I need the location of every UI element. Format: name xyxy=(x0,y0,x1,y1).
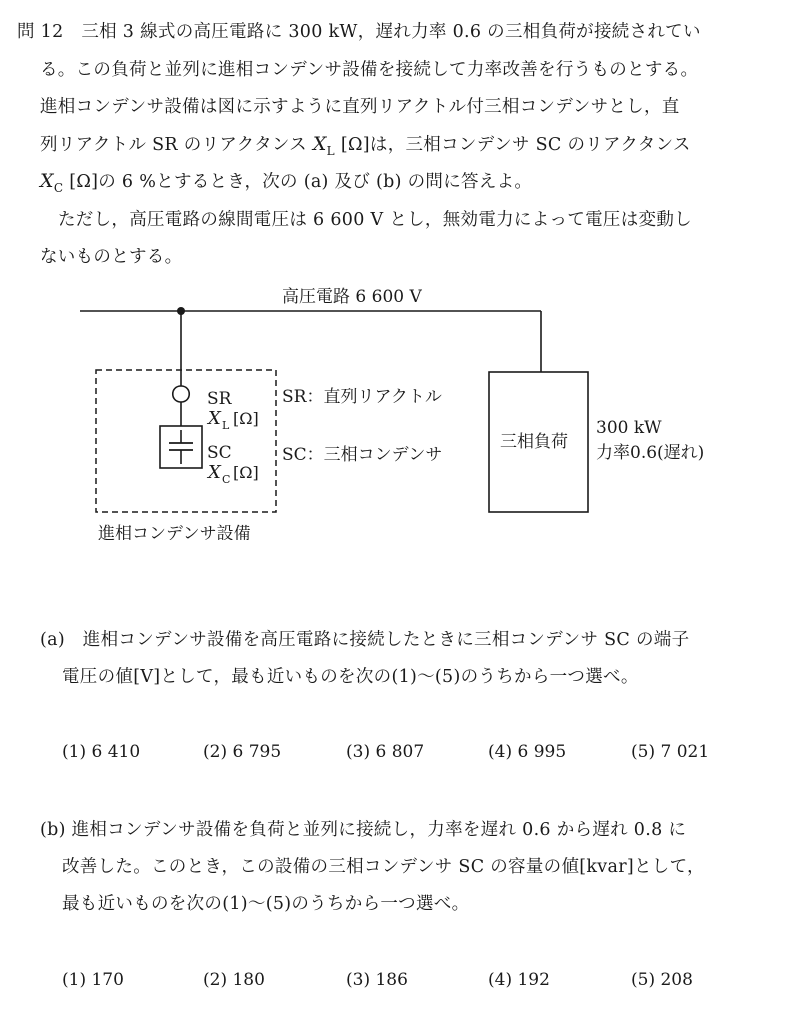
xc-symbol: X xyxy=(40,170,54,192)
choice-b-3: (3) 186 xyxy=(346,970,408,990)
problem-line-6: ただし，高圧電路の線間電圧は 6 600 V とし，無効電力によって電圧は変動し xyxy=(58,210,692,230)
xl-sub-fig: L xyxy=(222,419,230,432)
sc-label: SC xyxy=(207,443,232,463)
load-power-factor: 力率0.6(遅れ) xyxy=(596,443,705,463)
xl-unit-fig: [Ω] xyxy=(233,409,259,428)
problem-line-4b: [Ω]は，三相コンデンサ SC のリアクタンス xyxy=(340,135,691,155)
question-a-line-2: 電圧の値[V]として，最も近いものを次の(1)～(5)のうちから一つ選べ。 xyxy=(62,667,639,687)
xc-subscript: C xyxy=(53,181,64,195)
sc-description: SC：三相コンデンサ xyxy=(282,445,443,465)
xc-sub-fig: C xyxy=(222,473,231,486)
reactor-icon xyxy=(173,386,190,402)
xc-unit-fig: [Ω] xyxy=(233,463,259,482)
choice-a-1: (1) 6 410 xyxy=(62,742,141,762)
question-b-line-2: 改善した。このとき，この設備の三相コンデンサ SC の容量の値[kvar]として， xyxy=(62,857,705,877)
load-power: 300 kW xyxy=(596,418,662,438)
problem-line-7: ないものとする。 xyxy=(40,247,183,267)
problem-line-2: る。この負荷と並列に進相コンデンサ設備を接続して力率改善を行うものとする。 xyxy=(40,60,699,80)
problem-line-4a: 列リアクトル SR のリアクタンス xyxy=(40,135,307,155)
choice-a-5: (5) 7 021 xyxy=(631,742,710,762)
equipment-label: 進相コンデンサ設備 xyxy=(98,524,251,540)
question-a-line-1: (a) 進相コンデンサ設備を高圧電路に接続したときに三相コンデンサ SC の端子 xyxy=(40,630,690,650)
problem-line-4 xyxy=(40,132,691,163)
problem-line-1: 問 12 三相 3 線式の高圧電路に 300 kW，遅れ力率 0.6 の三相負荷が接続されてい xyxy=(17,22,701,42)
problem-line-5 xyxy=(40,169,532,200)
problem-line-3: 進相コンデンサ設備は図に示すように直列リアクトル付三相コンデンサとし，直 xyxy=(40,97,680,117)
sr-label: SR xyxy=(207,389,232,409)
choice-b-5: (5) 208 xyxy=(631,970,693,990)
question-b-line-1: (b) 進相コンデンサ設備を負荷と並列に接続し，力率を遅れ 0.6 から遅れ 0.8 に xyxy=(40,820,687,840)
choice-a-2: (2) 6 795 xyxy=(203,742,282,762)
xl-subscript: L xyxy=(326,144,335,158)
xc-symbol-fig: X xyxy=(208,462,221,483)
equipment-box xyxy=(96,370,276,512)
sr-description: SR：直列リアクトル xyxy=(282,387,442,407)
xl-symbol-fig: X xyxy=(208,408,221,429)
choice-a-3: (3) 6 807 xyxy=(346,742,425,762)
load-label: 三相負荷 xyxy=(500,432,568,452)
choice-a-4: (4) 6 995 xyxy=(488,742,567,762)
problem-line-5b: [Ω]の 6 %とするとき，次の (a) 及び (b) の問に答えよ。 xyxy=(69,172,533,192)
choice-b-2: (2) 180 xyxy=(203,970,265,990)
circuit-diagram xyxy=(0,280,797,540)
xl-symbol: X xyxy=(312,133,327,155)
choice-b-4: (4) 192 xyxy=(488,970,550,990)
question-b-line-3: 最も近いものを次の(1)～(5)のうちから一つ選べ。 xyxy=(62,894,470,914)
line-voltage-label: 高圧電路 6 600 V xyxy=(282,287,422,307)
choice-b-1: (1) 170 xyxy=(62,970,124,990)
